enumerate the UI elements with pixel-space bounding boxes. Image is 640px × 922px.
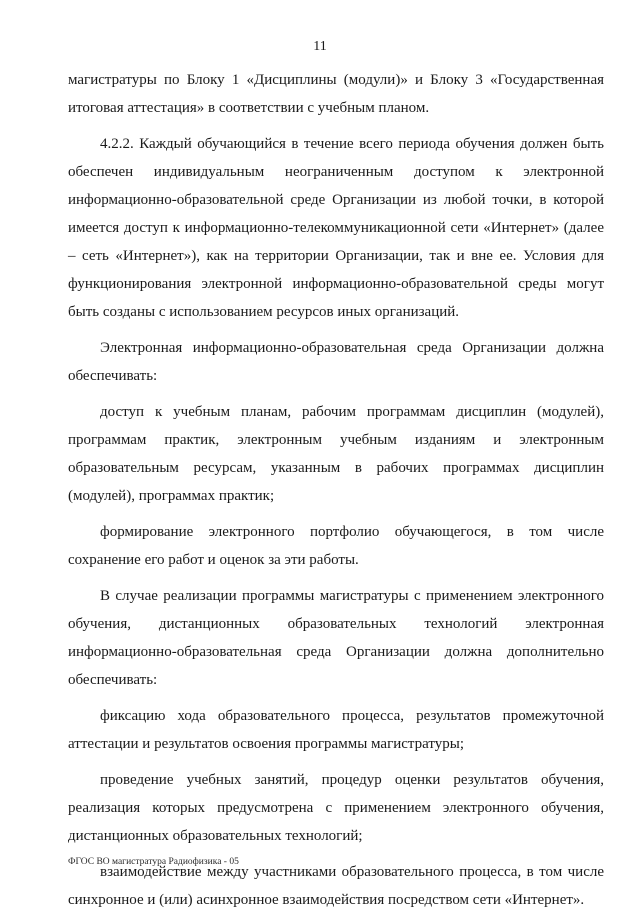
paragraph-distance-learning: В случае реализации программы магистратуры с применением электронного обучения, дистанционных образовательных технологий электронная информационно-образовательная среда Организации должна дополнительно обеспечивать: [68,588,604,688]
page-footer: ФГОС ВО магистратура Радиофизика - 05 [68,857,239,867]
list-item-interaction: взаимодействие между участниками образовательного процесса, в том числе синхронное и (или) асинхронное взаимодействия посредством сети «Интернет». [68,864,604,908]
list-item-access: доступ к учебным планам, рабочим программам дисциплин (модулей), программам практик, электронным учебным изданиям и электронным образовательным ресурсам, указанным в рабочих программах дисциплин (модулей), программах практик; [68,404,604,504]
paragraph-eios-requirements: Электронная информационно-образовательная среда Организации должна обеспечивать: [68,340,604,384]
page-number: 11 [313,39,327,54]
paragraph-continuation: магистратуры по Блоку 1 «Дисциплины (модули)» и Блоку 3 «Государственная итоговая аттестация» в соответствии с учебным планом. [68,72,604,116]
document-body [68,66,604,922]
paragraph-4-2-2: 4.2.2. Каждый обучающийся в течение всего периода обучения должен быть обеспечен индивидуальным неограниченным доступом к электронной информационно-образовательной среде Организации из любой точки, в которой имеется доступ к информационно-телекоммуникационной сети «Интернет» (далее – сеть «Интернет»), как на территории Организации, так и вне ее. Условия для функционирования электронной информационно-образовательной среды могут быть созданы с использованием ресурсов иных организаций. [68,136,604,320]
list-item-classes: проведение учебных занятий, процедур оценки результатов обучения, реализация которых предусмотрена с применением электронного обучения, дистанционных образовательных технологий; [68,772,604,844]
list-item-recording: фиксацию хода образовательного процесса, результатов промежуточной аттестации и результатов освоения программы магистратуры; [68,708,604,752]
list-item-portfolio: формирование электронного портфолио обучающегося, в том числе сохранение его работ и оценок за эти работы. [68,524,604,568]
